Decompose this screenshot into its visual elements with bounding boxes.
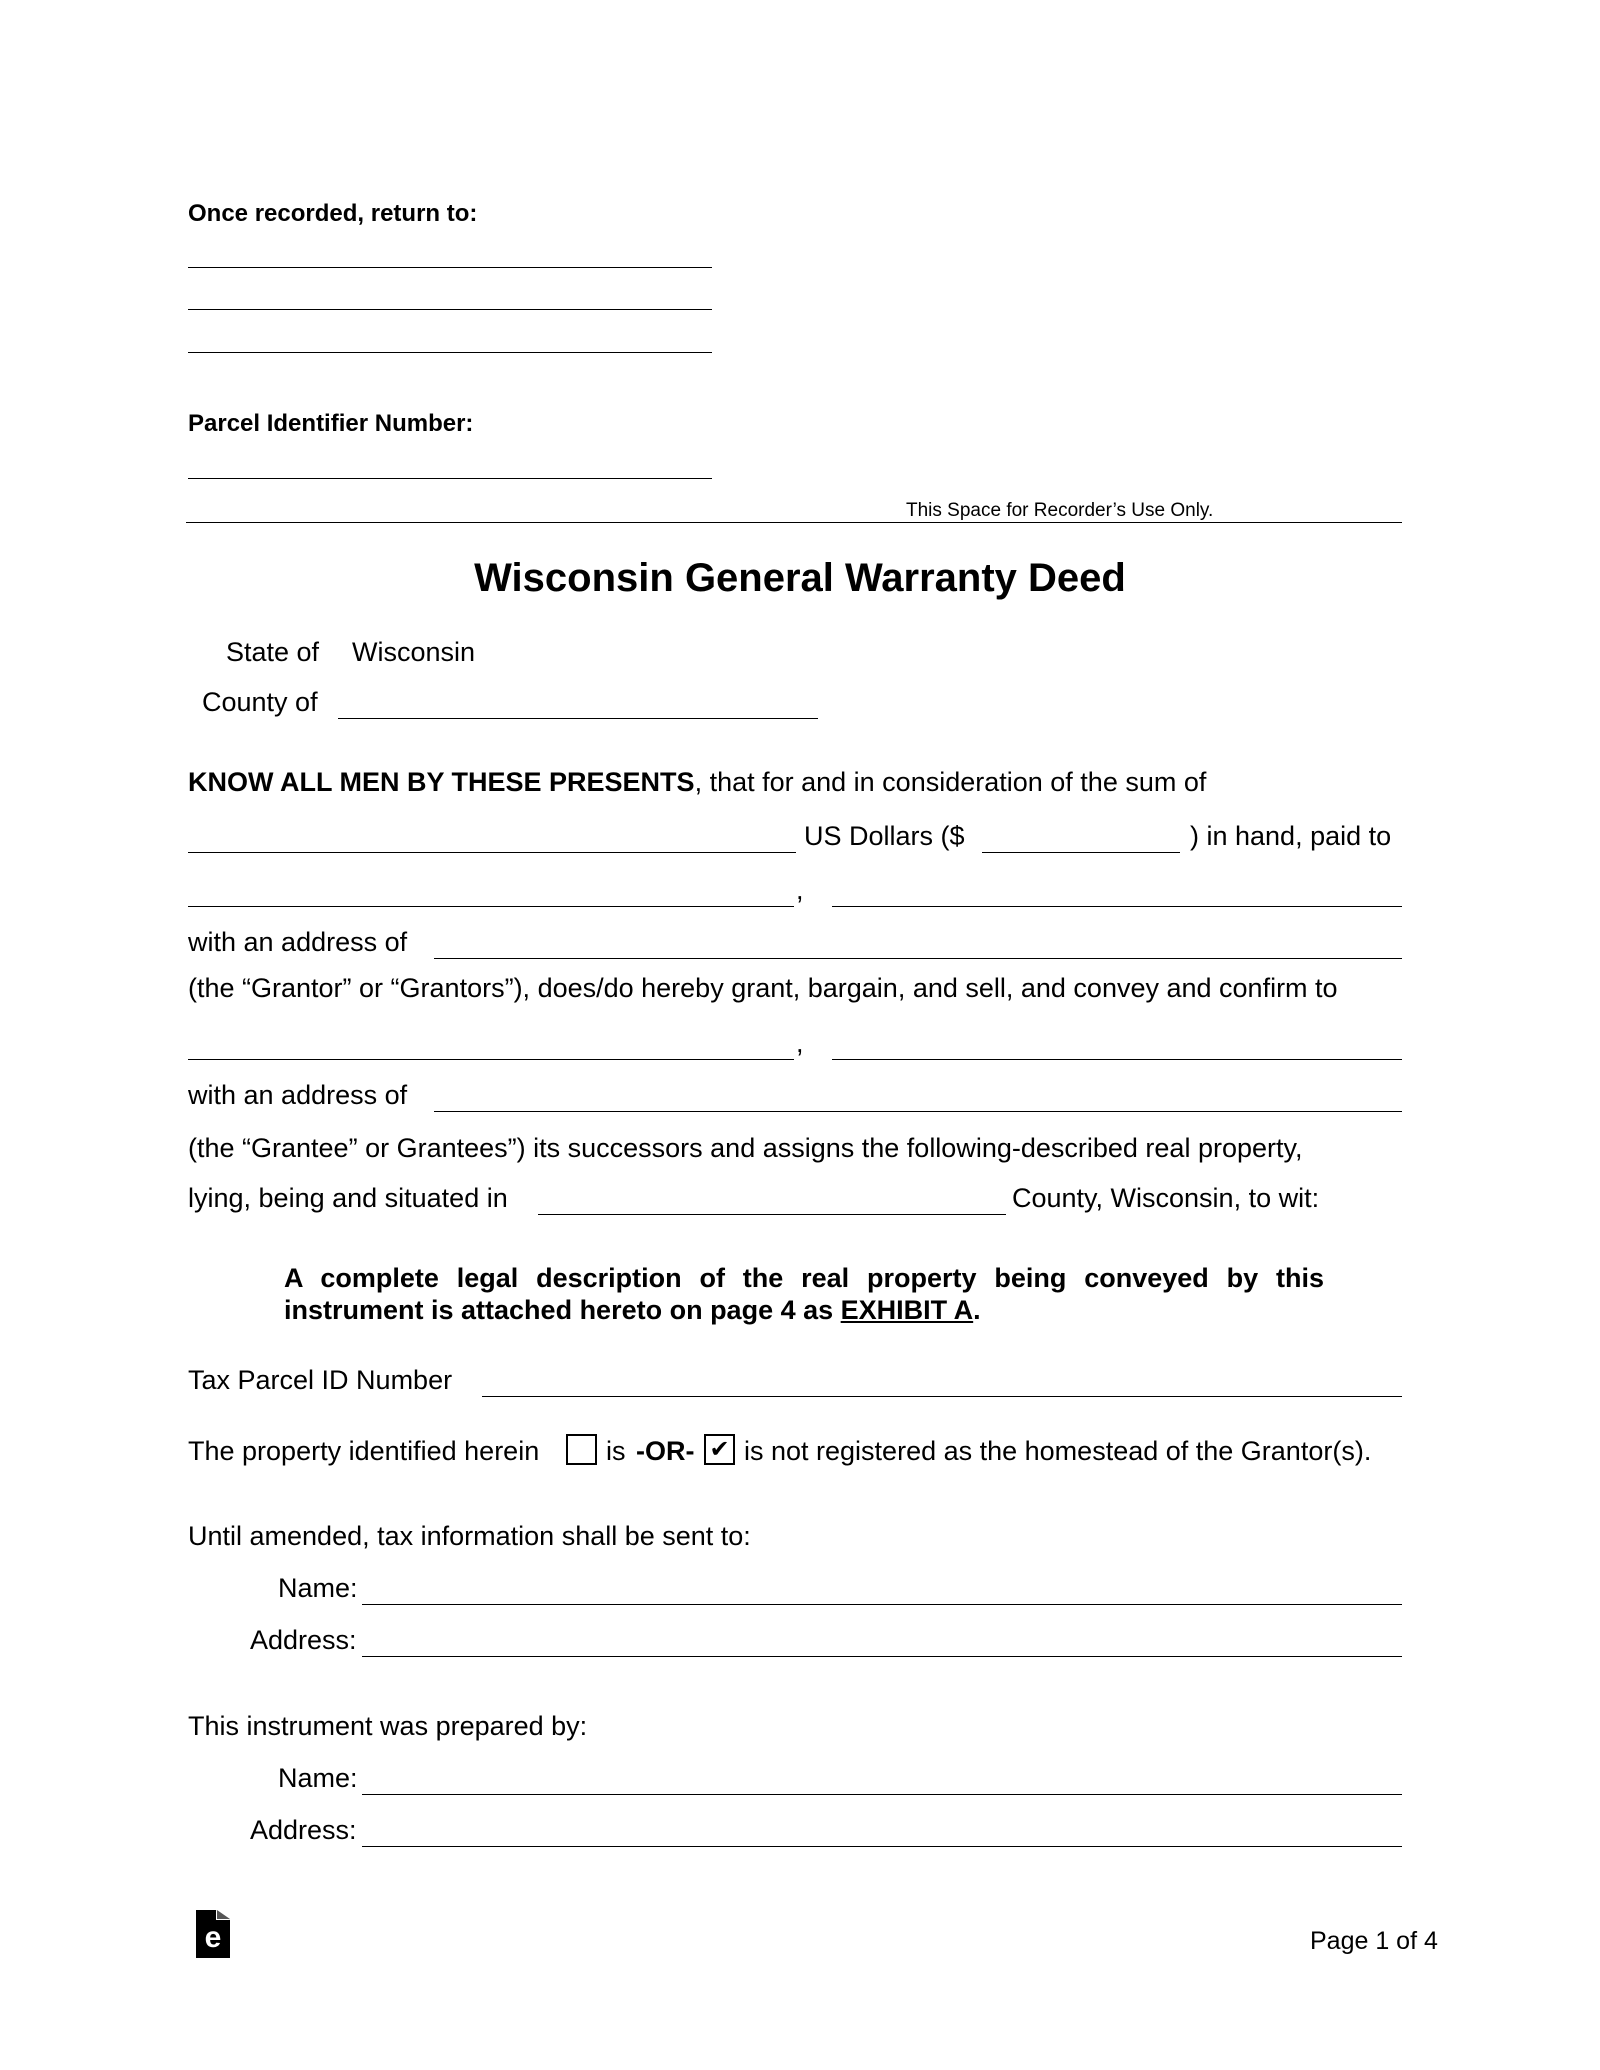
page-number: Page 1 of 4 [1310, 1927, 1438, 1955]
legal-description-period: . [973, 1295, 981, 1325]
county-label: County of [202, 687, 318, 717]
homestead-or-label: -OR- [636, 1436, 695, 1466]
homestead-is-checkbox[interactable] [566, 1434, 597, 1465]
tax-info-name-line[interactable] [362, 1604, 1402, 1605]
homestead-lead: The property identified herein [188, 1436, 540, 1466]
document-title: Wisconsin General Warranty Deed [474, 556, 1126, 600]
in-hand-label: ) in hand, paid to [1190, 821, 1392, 851]
exhibit-a-link: EXHIBIT A [840, 1295, 974, 1325]
tax-parcel-label: Tax Parcel ID Number [188, 1365, 453, 1395]
prepared-by-name-label: Name: [278, 1763, 358, 1793]
consideration-amount-line[interactable] [982, 852, 1180, 853]
return-to-line-2[interactable] [188, 309, 712, 310]
prepared-by-heading: This instrument was prepared by: [188, 1711, 588, 1741]
situated-county-line[interactable] [538, 1214, 1006, 1215]
prepared-by-name-line[interactable] [362, 1794, 1402, 1795]
state-label: State of [226, 637, 320, 667]
grantee-clause: (the “Grantee” or Grantees”) its successors and assigns the following-described real property, [188, 1133, 1303, 1163]
homestead-is-label: is [606, 1436, 626, 1466]
consideration-words-line[interactable] [188, 852, 796, 853]
grantor-name-line[interactable] [188, 906, 794, 907]
prepared-by-address-label: Address: [250, 1815, 357, 1845]
grantor-comma: , [796, 875, 804, 905]
county-suffix: County, Wisconsin, to wit: [1012, 1183, 1320, 1213]
tax-info-address-line[interactable] [362, 1656, 1402, 1657]
grantor-address-line[interactable] [434, 958, 1402, 959]
logo-letter: e [204, 1921, 222, 1954]
homestead-is-not-checkbox[interactable] [704, 1434, 735, 1465]
state-value: Wisconsin [352, 637, 476, 667]
grantee-name-line[interactable] [188, 1059, 794, 1060]
return-to-line-1[interactable] [188, 267, 712, 268]
grantee-address-label: with an address of [188, 1080, 408, 1110]
eforms-logo-icon [196, 1910, 230, 1958]
legal-description-text: A complete legal description of the real property being conveyed by this instrument is attached hereto on page 4 as [284, 1263, 1324, 1325]
grantee-name-line-2[interactable] [832, 1059, 1402, 1060]
grantor-address-label: with an address of [188, 927, 408, 957]
recorder-note: This Space for Recorder’s Use Only. [906, 500, 1214, 521]
tax-info-heading: Until amended, tax information shall be sent to: [188, 1521, 751, 1551]
grantee-comma: , [796, 1028, 804, 1058]
tax-info-address-label: Address: [250, 1625, 357, 1655]
grantee-address-line[interactable] [434, 1111, 1402, 1112]
homestead-tail: is not registered as the homestead of the Grantor(s). [744, 1436, 1372, 1466]
consideration-lead-rest: , that for and in consideration of the sum of [694, 767, 1207, 797]
return-to-label: Once recorded, return to: [188, 200, 478, 227]
county-line[interactable] [338, 718, 818, 719]
tax-info-name-label: Name: [278, 1573, 358, 1603]
check-mark-icon: ✔ [709, 1436, 730, 1463]
parcel-identifier-label: Parcel Identifier Number: [188, 410, 474, 437]
parcel-identifier-line[interactable] [188, 478, 712, 479]
consideration-lead-bold: KNOW ALL MEN BY THESE PRESENTS [188, 767, 695, 797]
legal-description [284, 1262, 1324, 1326]
return-to-line-3[interactable] [188, 352, 712, 353]
prepared-by-address-line[interactable] [362, 1846, 1402, 1847]
consideration-intro [188, 766, 1206, 798]
tax-parcel-line[interactable] [482, 1396, 1402, 1397]
us-dollars-label: US Dollars ($ [804, 821, 965, 851]
grantor-name-line-2[interactable] [832, 906, 1402, 907]
grantor-clause: (the “Grantor” or “Grantors”), does/do hereby grant, bargain, and sell, and convey and confirm to [188, 973, 1338, 1003]
situated-label: lying, being and situated in [188, 1183, 508, 1213]
recorder-divider [186, 522, 1402, 523]
